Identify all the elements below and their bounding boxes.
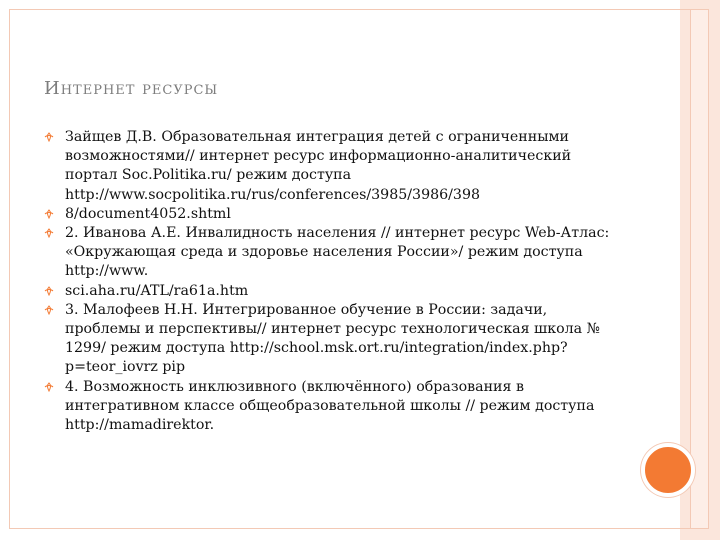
bullet-list [44,128,624,435]
list-item-text: Зайщев Д.В. Образовательная интеграция детей с ограниченными возможностями// интернет ресурс информационно-аналитический портал Soc.Politika.ru/ режим доступа http://www.socpolitika.ru/rus/conferences/3985/3986/398 [65,129,572,203]
ornament-bullet-icon [44,305,54,315]
list-item-text: 3. Малофеев Н.Н. Интегрированное обучение в России: задачи, проблемы и перспективы// интернет ресурс технологическая школа № 1299/ режим доступа http://school.msk.ort.ru/integration/index.php?p=teor_iovrz pip [65,301,601,376]
list-item [44,224,624,282]
ornament-bullet-icon [44,382,54,392]
ornament-bullet-icon [44,132,54,142]
ornament-bullet-icon [44,228,54,238]
list-item [44,205,624,224]
list-item-text: 4. Возможность инклюзивного (включённого) образования в интегративном классе общеобразовательной школы // режим доступа http://mamadirektor. [65,378,595,434]
list-item-text: 8/document4052.shtml [65,205,231,222]
slide-title-text: Интернет ресурсы [44,78,219,99]
list-item [44,128,624,205]
ornament-bullet-icon [44,286,54,296]
ornament-bullet-icon [44,209,54,219]
decorative-circle [641,443,695,497]
list-item [44,301,624,378]
list-item [44,282,624,301]
slide-title [44,78,218,99]
list-item [44,378,624,436]
list-item-text: sci.aha.ru/ATL/ra61a.htm [65,282,249,299]
list-item-text: 2. Иванова А.Е. Инвалидность населения // интернет ресурс Web-Атлас: «Окружающая среда и здоровье населения России»/ режим доступа http://www. [65,225,610,280]
